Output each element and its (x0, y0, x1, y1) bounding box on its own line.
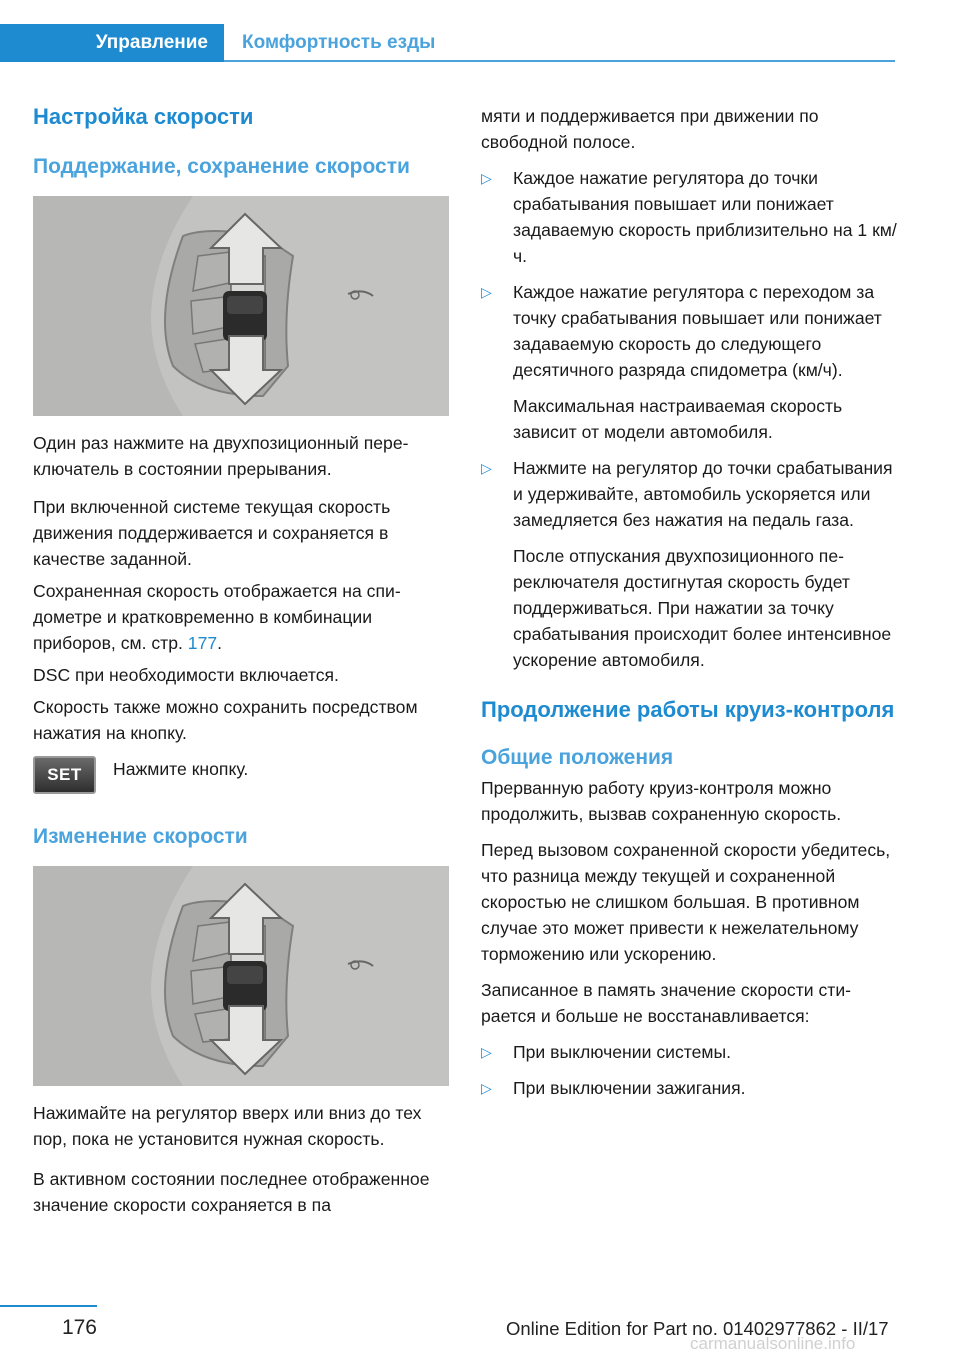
saved-speed-end: . (217, 633, 223, 653)
header-divider (224, 60, 895, 62)
paragraph-active-state: В активном состоянии последнее отображенное значение скорости сохраняется в па (33, 1169, 430, 1215)
steering-wheel-figure-1 (33, 196, 449, 416)
bullet-extra-text: Максимальная настраиваемая скорость зависит от модели автомобиля. (513, 396, 843, 442)
page-ref-link[interactable]: 177 (187, 633, 218, 653)
bullet-extra-text: После отпускания двухпозиционного переключателя достигнутая скорость будет поддерживаться. При нажатии за точку срабатывания происходит более интенсивное ускорение автомобиля. (513, 546, 892, 670)
steering-wheel-illustration (33, 196, 449, 416)
paragraph-current-speed: При включенной системе текущая скорость движения поддерживается и сохраняется в качестве заданной. (33, 497, 391, 569)
header-tab-active[interactable]: Управление (0, 24, 224, 62)
paragraph-check-difference: Перед вызовом сохраненной скорости убедитесь, что разница между текущей и сохраненной скоростью не слишком большая. В противном случае это может привести к нежелательному торможению или ускорению. (481, 840, 891, 964)
bullet-text: При выключении системы. (513, 1042, 732, 1062)
list-item (481, 1039, 897, 1065)
paragraph-dsc: DSC при необходимости включается. (33, 665, 339, 685)
paragraph-continuation: мяти и поддерживается при движении по свободной полосе. (481, 106, 819, 152)
left-column (33, 96, 449, 1218)
saved-speed-text: Сохраненная скорость отображается на спидометре и кратковременно в комбинации приборов, см. стр. (33, 581, 401, 653)
bullet-list-erase (481, 1039, 897, 1101)
steering-wheel-illustration-2 (33, 866, 449, 1086)
set-button-icon: SET (33, 756, 96, 794)
bullet-list-adjust (481, 165, 897, 673)
subtitle-general: Общие положения (481, 746, 674, 769)
list-item (481, 455, 897, 673)
bullet-triangle-icon: ▷ (481, 1080, 492, 1096)
bullet-text: Каждое нажатие регулятора с переходом за точку срабатывания повышает или понижает задаваемую скорость до следующего десятичного разряда спидометра (км/ч). (513, 282, 882, 380)
section-title-speed-setting: Настройка скорости (33, 104, 254, 129)
section-title-resume-cruise: Продолжение работы круиз-контроля (481, 697, 895, 722)
bullet-triangle-icon: ▷ (481, 460, 492, 476)
header-tab-comfort[interactable]: Комфортность езды (242, 32, 436, 53)
paragraph-press-switch: Один раз нажмите на двухпозиционный переключатель в состоянии прерывания. (33, 433, 409, 479)
subtitle-maintain-speed: Поддержание, сохранение скорости (33, 155, 410, 178)
right-column (481, 96, 897, 1101)
paragraph-saved-speed (33, 578, 449, 656)
list-item (481, 1075, 897, 1101)
bullet-triangle-icon: ▷ (481, 284, 492, 300)
subtitle-change-speed: Изменение скорости (33, 825, 248, 848)
page-number: 176 (61, 1316, 97, 1339)
list-item (481, 165, 897, 269)
list-item (481, 279, 897, 445)
watermark: carmanualsonline.info (690, 1334, 856, 1353)
edition-note: Online Edition for Part no. 01402977862 - II/17 (506, 1318, 889, 1339)
bullet-triangle-icon: ▷ (481, 1044, 492, 1060)
paragraph-resume: Прерванную работу круиз-контроля можно продолжить, вызвав сохраненную скорость. (481, 778, 842, 824)
bullet-text: Каждое нажатие регулятора до точки срабатывания повышает или понижает задаваемую скорость приблизительно на 1 км/ч. (513, 168, 897, 266)
steering-wheel-figure-2 (33, 866, 449, 1086)
paragraph-erased: Записанное в память значение скорости стирается и больше не восстанавливается: (481, 980, 852, 1026)
paragraph-save-button: Скорость также можно сохранить посредством нажатия на кнопку. (33, 697, 418, 743)
bullet-text: Нажмите на регулятор до точки срабатывания и удерживайте, автомобиль ускоряется или замедляется без нажатия на педаль газа. (513, 458, 893, 530)
set-button-instruction: Нажмите кнопку. (113, 759, 249, 779)
paragraph-press-regulator: Нажимайте на регулятор вверх или вниз до тех пор, пока не установится нужная скорость. (33, 1103, 422, 1149)
bullet-text: При выключении зажигания. (513, 1078, 746, 1098)
footer-divider (0, 1305, 97, 1307)
bullet-triangle-icon: ▷ (481, 170, 492, 186)
page-header (0, 24, 895, 62)
set-button-row (33, 756, 449, 794)
